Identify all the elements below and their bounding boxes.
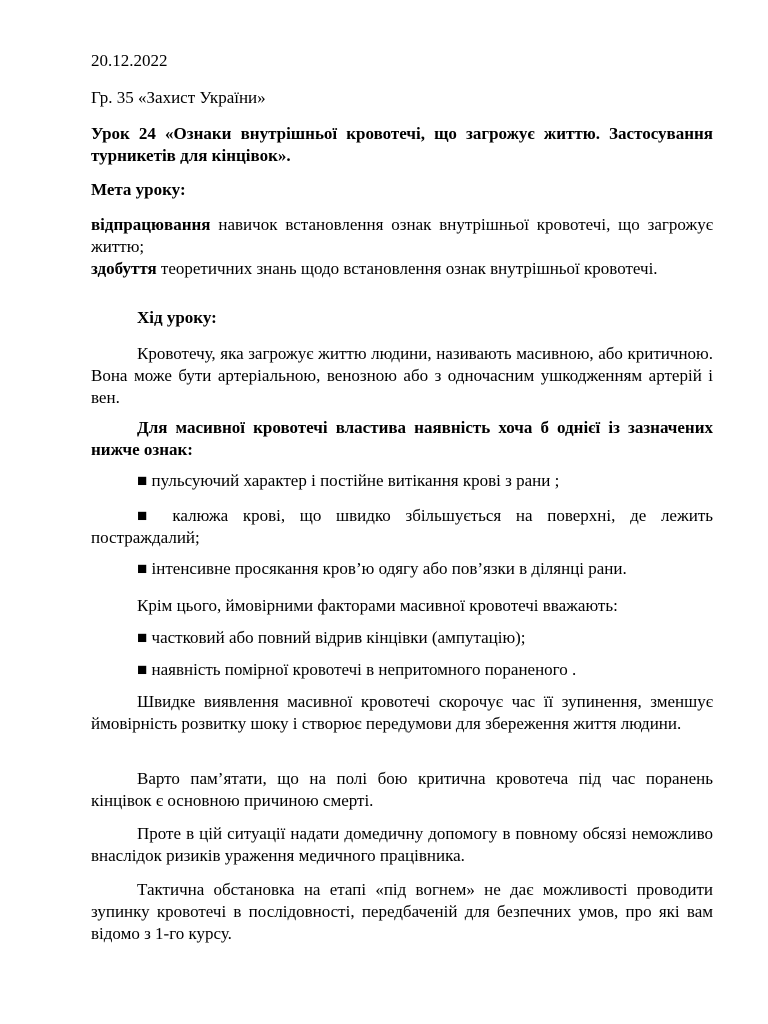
paragraph-risk: Проте в цій ситуації надати домедичну допомогу в повному обсязі неможливо внаслідок ризиків ураження медичного працівника.	[91, 824, 713, 865]
sign-item: ■ пульсуючий характер і постійне витікання крові з рани ;	[137, 471, 560, 490]
progress-heading: Хід уроку:	[137, 308, 217, 327]
paragraph-tactical: Тактична обстановка на етапі «під вогнем» не дає можливості проводити зупинку кровотечі в послідовності, передбаченій для безпечних умов, про які вам відомо з 1-го курсу.	[91, 880, 713, 943]
lesson-title: Урок 24 «Ознаки внутрішньої кровотечі, що загрожує життю. Застосування турникетів для кінцівок».	[91, 124, 713, 165]
paragraph-detection: Швидке виявлення масивної кровотечі скорочує час її зупинення, зменшує ймовірність розвитку шоку і створює передумови для збереження життя людини.	[91, 692, 713, 733]
goal-text: навичок встановлення ознак внутрішньої кровотечі, що загрожує життю;	[91, 215, 713, 256]
sign-item: ■ калюжа крові, що швидко збільшується на поверхні, де лежить постраждалий;	[91, 506, 713, 547]
paragraph-definition: Кровотечу, яка загрожує життю людини, називають масивною, або критичною. Вона може бути артеріальною, венозною або з одночасним ушкодженням артерій і вен.	[91, 344, 713, 407]
factor-item: ■ частковий або повний відрив кінцівки (ампутацію);	[137, 628, 526, 647]
goal-keyword: здобуття	[91, 259, 157, 278]
sign-item: ■ інтенсивне просякання кров’ю одягу або пов’язки в ділянці рани.	[137, 559, 627, 578]
goal-item	[91, 214, 713, 258]
goal-text: теоретичних знань щодо встановлення ознак внутрішньої кровотечі.	[156, 259, 658, 278]
goal-keyword: відпрацювання	[91, 215, 211, 234]
paragraph-signs-intro: Для масивної кровотечі властива наявність хоча б однієї із зазначених нижче ознак:	[91, 418, 713, 459]
group-line: Гр. 35 «Захист України»	[91, 88, 266, 107]
factor-item: ■ наявність помірної кровотечі в непритомного пораненого .	[137, 660, 577, 679]
goal-item	[91, 258, 713, 280]
goal-heading: Мета уроку:	[91, 180, 186, 199]
paragraph-battlefield: Варто пам’ятати, що на полі бою критична кровотеча під час поранень кінцівок є основною причиною смерті.	[91, 769, 713, 810]
goals-list	[91, 214, 713, 280]
paragraph-factors-intro: Крім цього, ймовірними факторами масивної кровотечі вважають:	[137, 596, 618, 615]
document-date: 20.12.2022	[91, 51, 168, 70]
